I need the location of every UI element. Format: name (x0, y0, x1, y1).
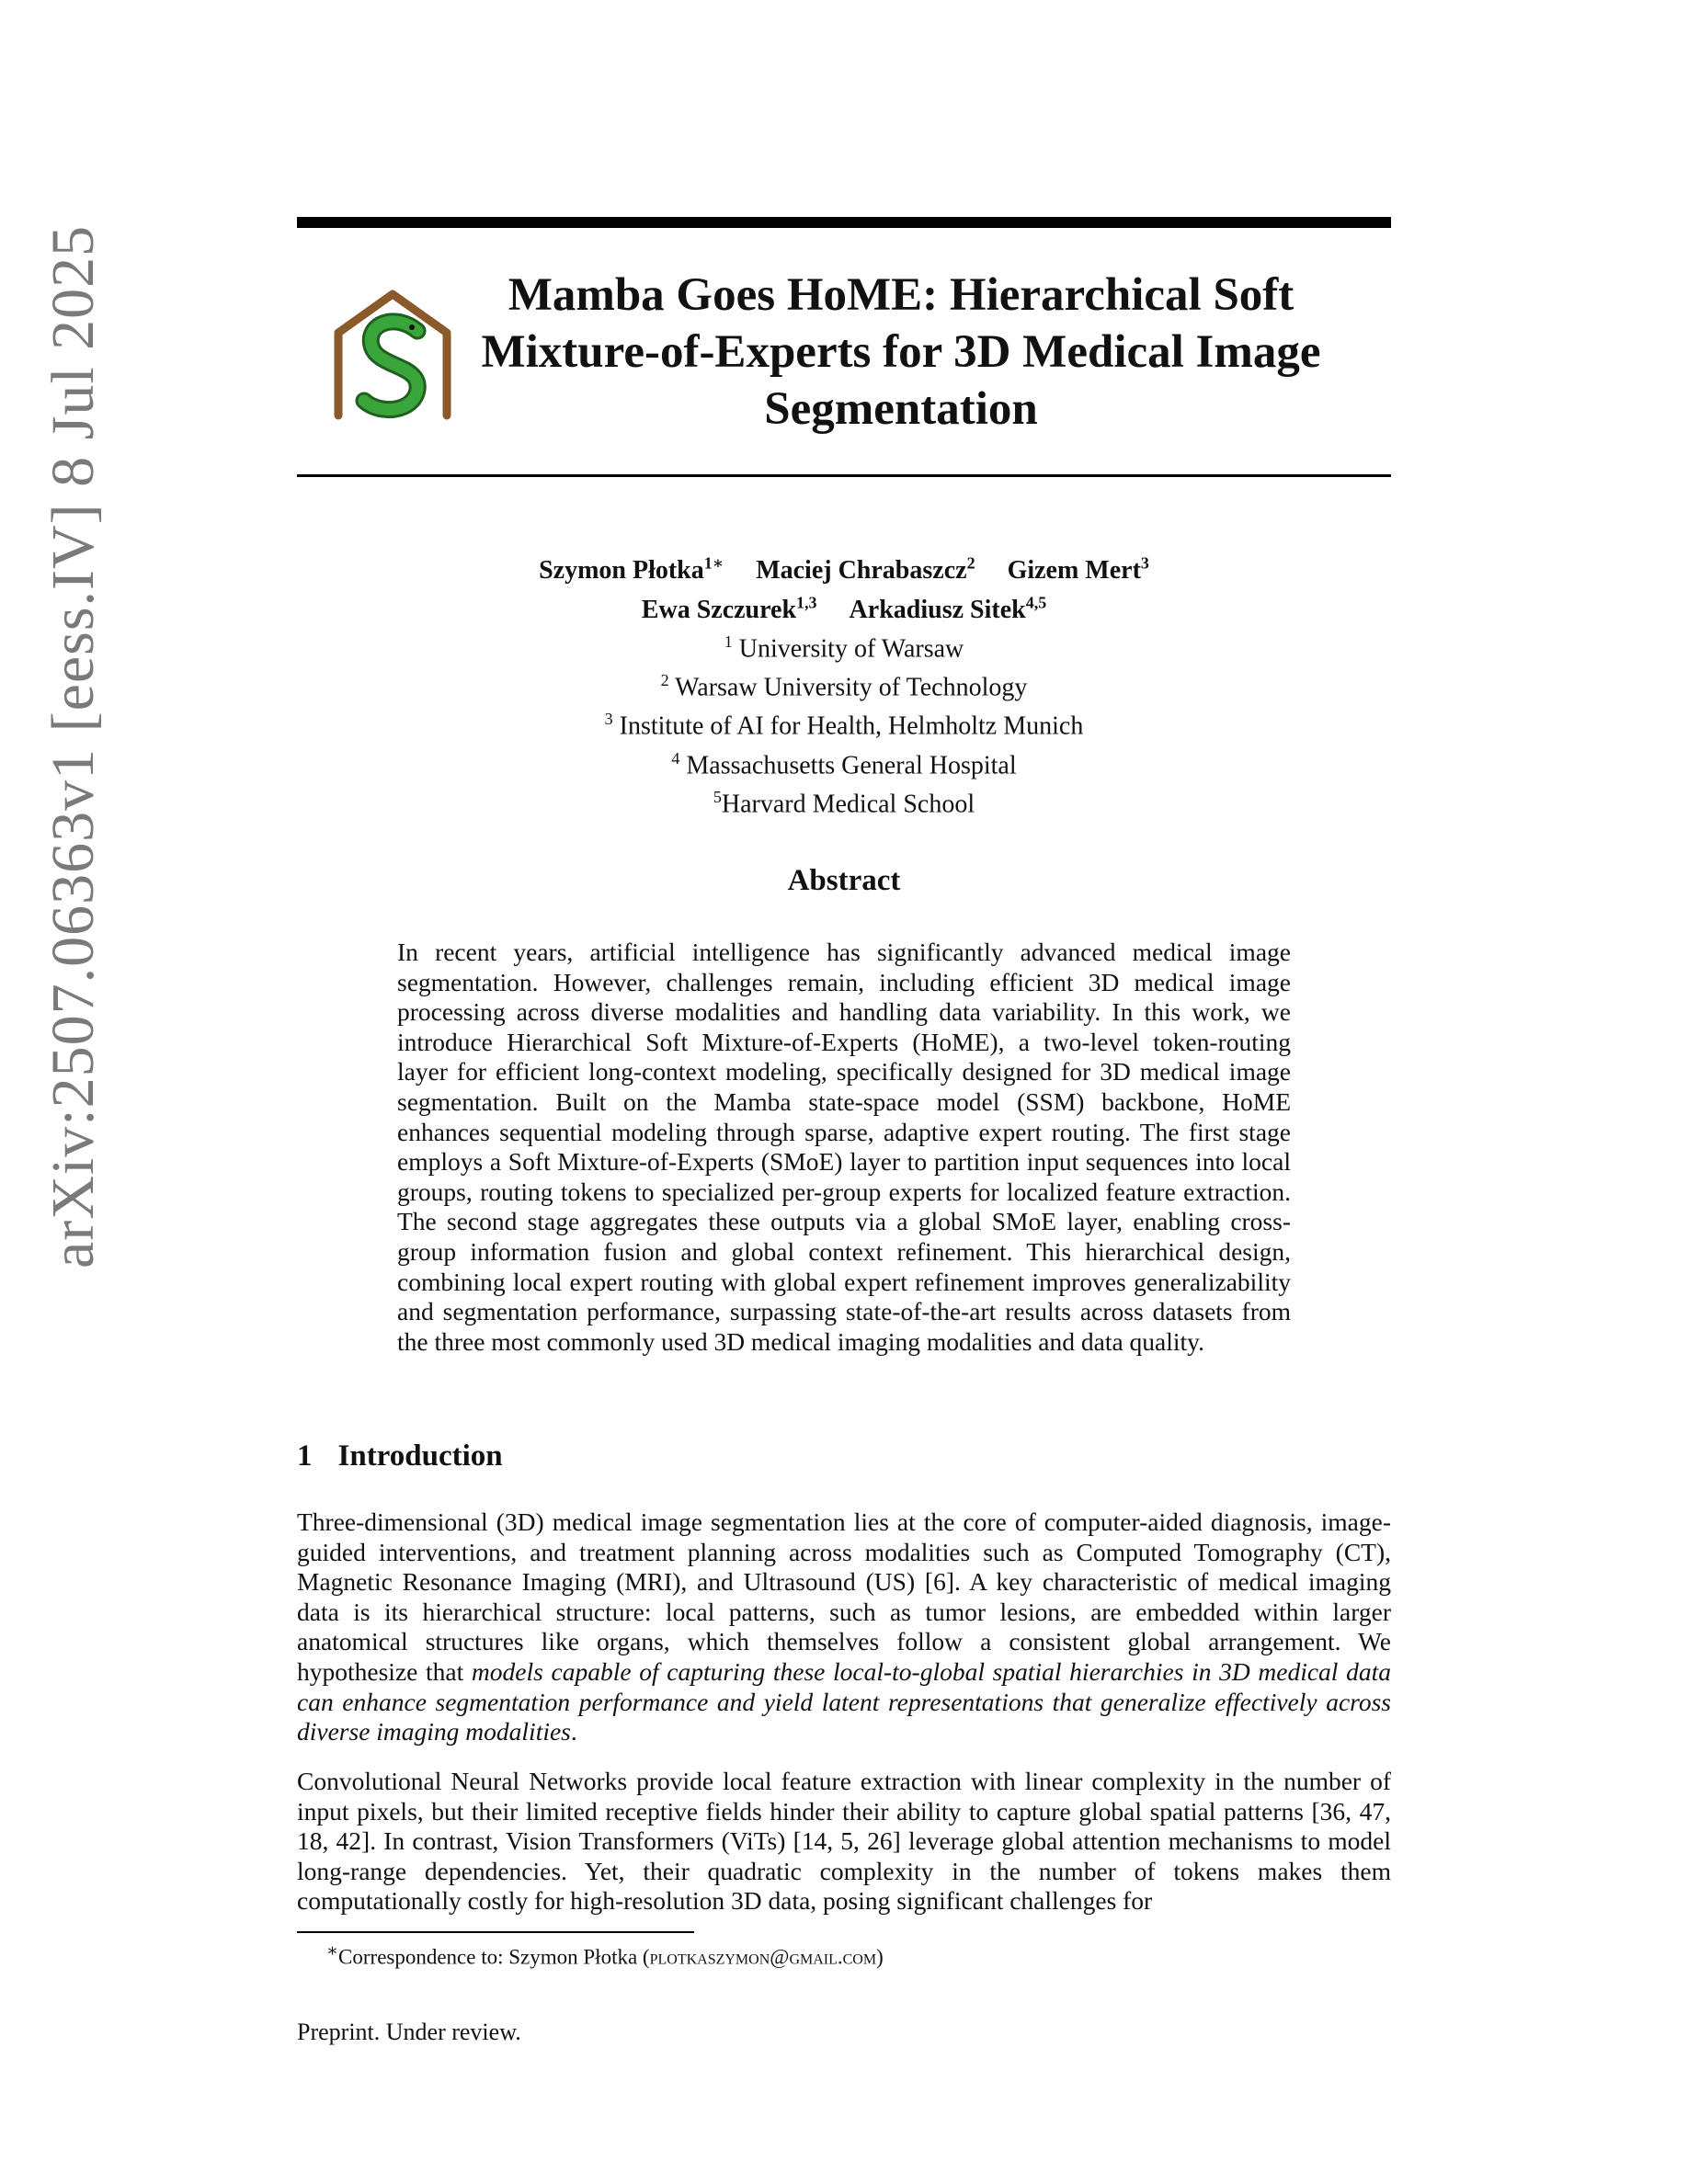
author (756, 556, 975, 585)
affiliation (297, 781, 1391, 820)
affiliation-number: 5 (713, 787, 722, 806)
affiliation-text: Institute of AI for Health, Helmholtz Munich (619, 711, 1084, 741)
affiliation-text: University of Warsaw (738, 633, 964, 663)
author-affiliation-mark: 4,5 (1025, 593, 1047, 612)
affiliation-text: Warsaw University of Technology (675, 673, 1028, 702)
paragraph-text: Three-dimensional (3D) medical image segmentation lies at the core of computer-aided diagnosis, image-guided interventions, and treatment planning across modalities such as Computed Tomography (CT), Magnetic Resonance Imaging (MRI), and Ultrasound (US) [6]. A key characteristic of medical imaging data is its hierarchical structure: local patterns, such as tumor lesions, are embedded within larger anatomical structures like organs, which themselves follow a consistent global arrangement. We hypothesize that (297, 1507, 1391, 1686)
correspondence-email: plotkaszymon@gmail.com (649, 1945, 877, 1969)
author-names-line-2 (297, 586, 1391, 625)
affiliation-text: Harvard Medical School (721, 790, 975, 819)
affiliation (297, 626, 1391, 665)
section-title: Introduction (337, 1439, 503, 1473)
author-affiliation-mark: 2 (966, 554, 975, 573)
affiliation-number: 4 (671, 748, 680, 768)
author (641, 593, 817, 624)
author (849, 593, 1047, 624)
footnote-text-end: ) (876, 1945, 884, 1969)
intro-paragraph-2: Convolutional Neural Networks provide local feature extraction with linear complexity in the number of input pixels, but their limited receptive fields hinder their ability to capture global spatial patterns [36, 47, 18, 42]. In contrast, Vision Transformers (ViTs) [14, 5, 26] leverage global attention mechanisms to model long-range dependencies. Yet, their quadratic complexity in the number of tokens makes them computationally costly for high-resolution 3D data, posing significant challenges for (297, 1767, 1391, 1916)
author (539, 556, 724, 585)
author-name: Gizem Mert (1007, 556, 1141, 586)
author-affiliation-mark: 3 (1140, 554, 1149, 573)
affiliation-number: 2 (660, 670, 669, 689)
footnote-text: Correspondence to: Szymon Płotka ( (338, 1945, 650, 1969)
author (1008, 556, 1149, 585)
intro-paragraph-1 (297, 1507, 1391, 1747)
paragraph-end: . (570, 1717, 577, 1746)
abstract-text: In recent years, artificial intelligence has significantly advanced medical image segmentation. However, challenges remain, including efficient 3D medical image processing across diverse modalities and handling data variability. In this work, we introduce Hierarchical Soft Mixture-of-Experts (HoME), a two-level token-routing layer for efficient long-context modeling, specifically designed for 3D medical image segmentation. Built on the Mamba state-space model (SSM) backbone, HoME enhances sequential modeling through sparse, adaptive expert routing. The first stage employs a Soft Mixture-of-Experts (SMoE) layer to partition input sequences into local groups, routing tokens to specialized per-group experts for localized feature extraction. The second stage aggregates these outputs via a global SMoE layer, enabling cross-group information fusion and global context refinement. This hierarchical design, combining local expert routing with global expert refinement improves generalizability and segmentation performance, surpassing state-of-the-art results across datasets from the three most commonly used 3D medical imaging modalities and data quality. (397, 938, 1291, 1356)
affiliation (297, 743, 1391, 781)
author-names-line-1 (297, 548, 1391, 586)
author-name: Ewa Szczurek (641, 595, 797, 624)
section-number: 1 (297, 1439, 313, 1473)
correspondence-footnote (326, 1939, 884, 1970)
author-name: Arkadiusz Sitek (849, 595, 1026, 624)
author-name: Szymon Płotka (539, 556, 704, 586)
title-bottom-rule (297, 474, 1391, 477)
author-affiliation-mark: 1,3 (796, 593, 817, 612)
arxiv-sidebar-stamp: arXiv:2507.06363v1 [eess.IV] 8 Jul 2025 (40, 224, 107, 1268)
affiliation (297, 703, 1391, 742)
author-name: Maciej Chrabaszcz (756, 556, 967, 586)
affiliation (297, 665, 1391, 703)
footnote-rule (297, 1931, 694, 1933)
affiliation-text: Massachusetts General Hospital (686, 750, 1017, 779)
footnote-mark: ∗ (326, 1941, 339, 1961)
section-heading-introduction (297, 1439, 503, 1473)
paper-title: Mamba Goes HoME: Hierarchical Soft Mixture-of-Experts for 3D Medical Image Segmentation (481, 269, 1321, 435)
preprint-status: Preprint. Under review. (297, 2019, 521, 2045)
hypothesis-italic-text: models capable of capturing these local-to-global spatial hierarchies in 3D medical data can enhance segmentation performance and yield latent representations that generalize effectively across diverse imaging modalities (297, 1656, 1391, 1746)
author-block (297, 548, 1391, 820)
title-top-rule (297, 217, 1391, 228)
snake-house-logo-icon (329, 287, 456, 423)
affiliation-number: 3 (604, 710, 613, 729)
author-affiliation-mark: 1∗ (703, 554, 724, 573)
affiliation-number: 1 (724, 631, 733, 651)
abstract-heading: Abstract (787, 864, 901, 897)
